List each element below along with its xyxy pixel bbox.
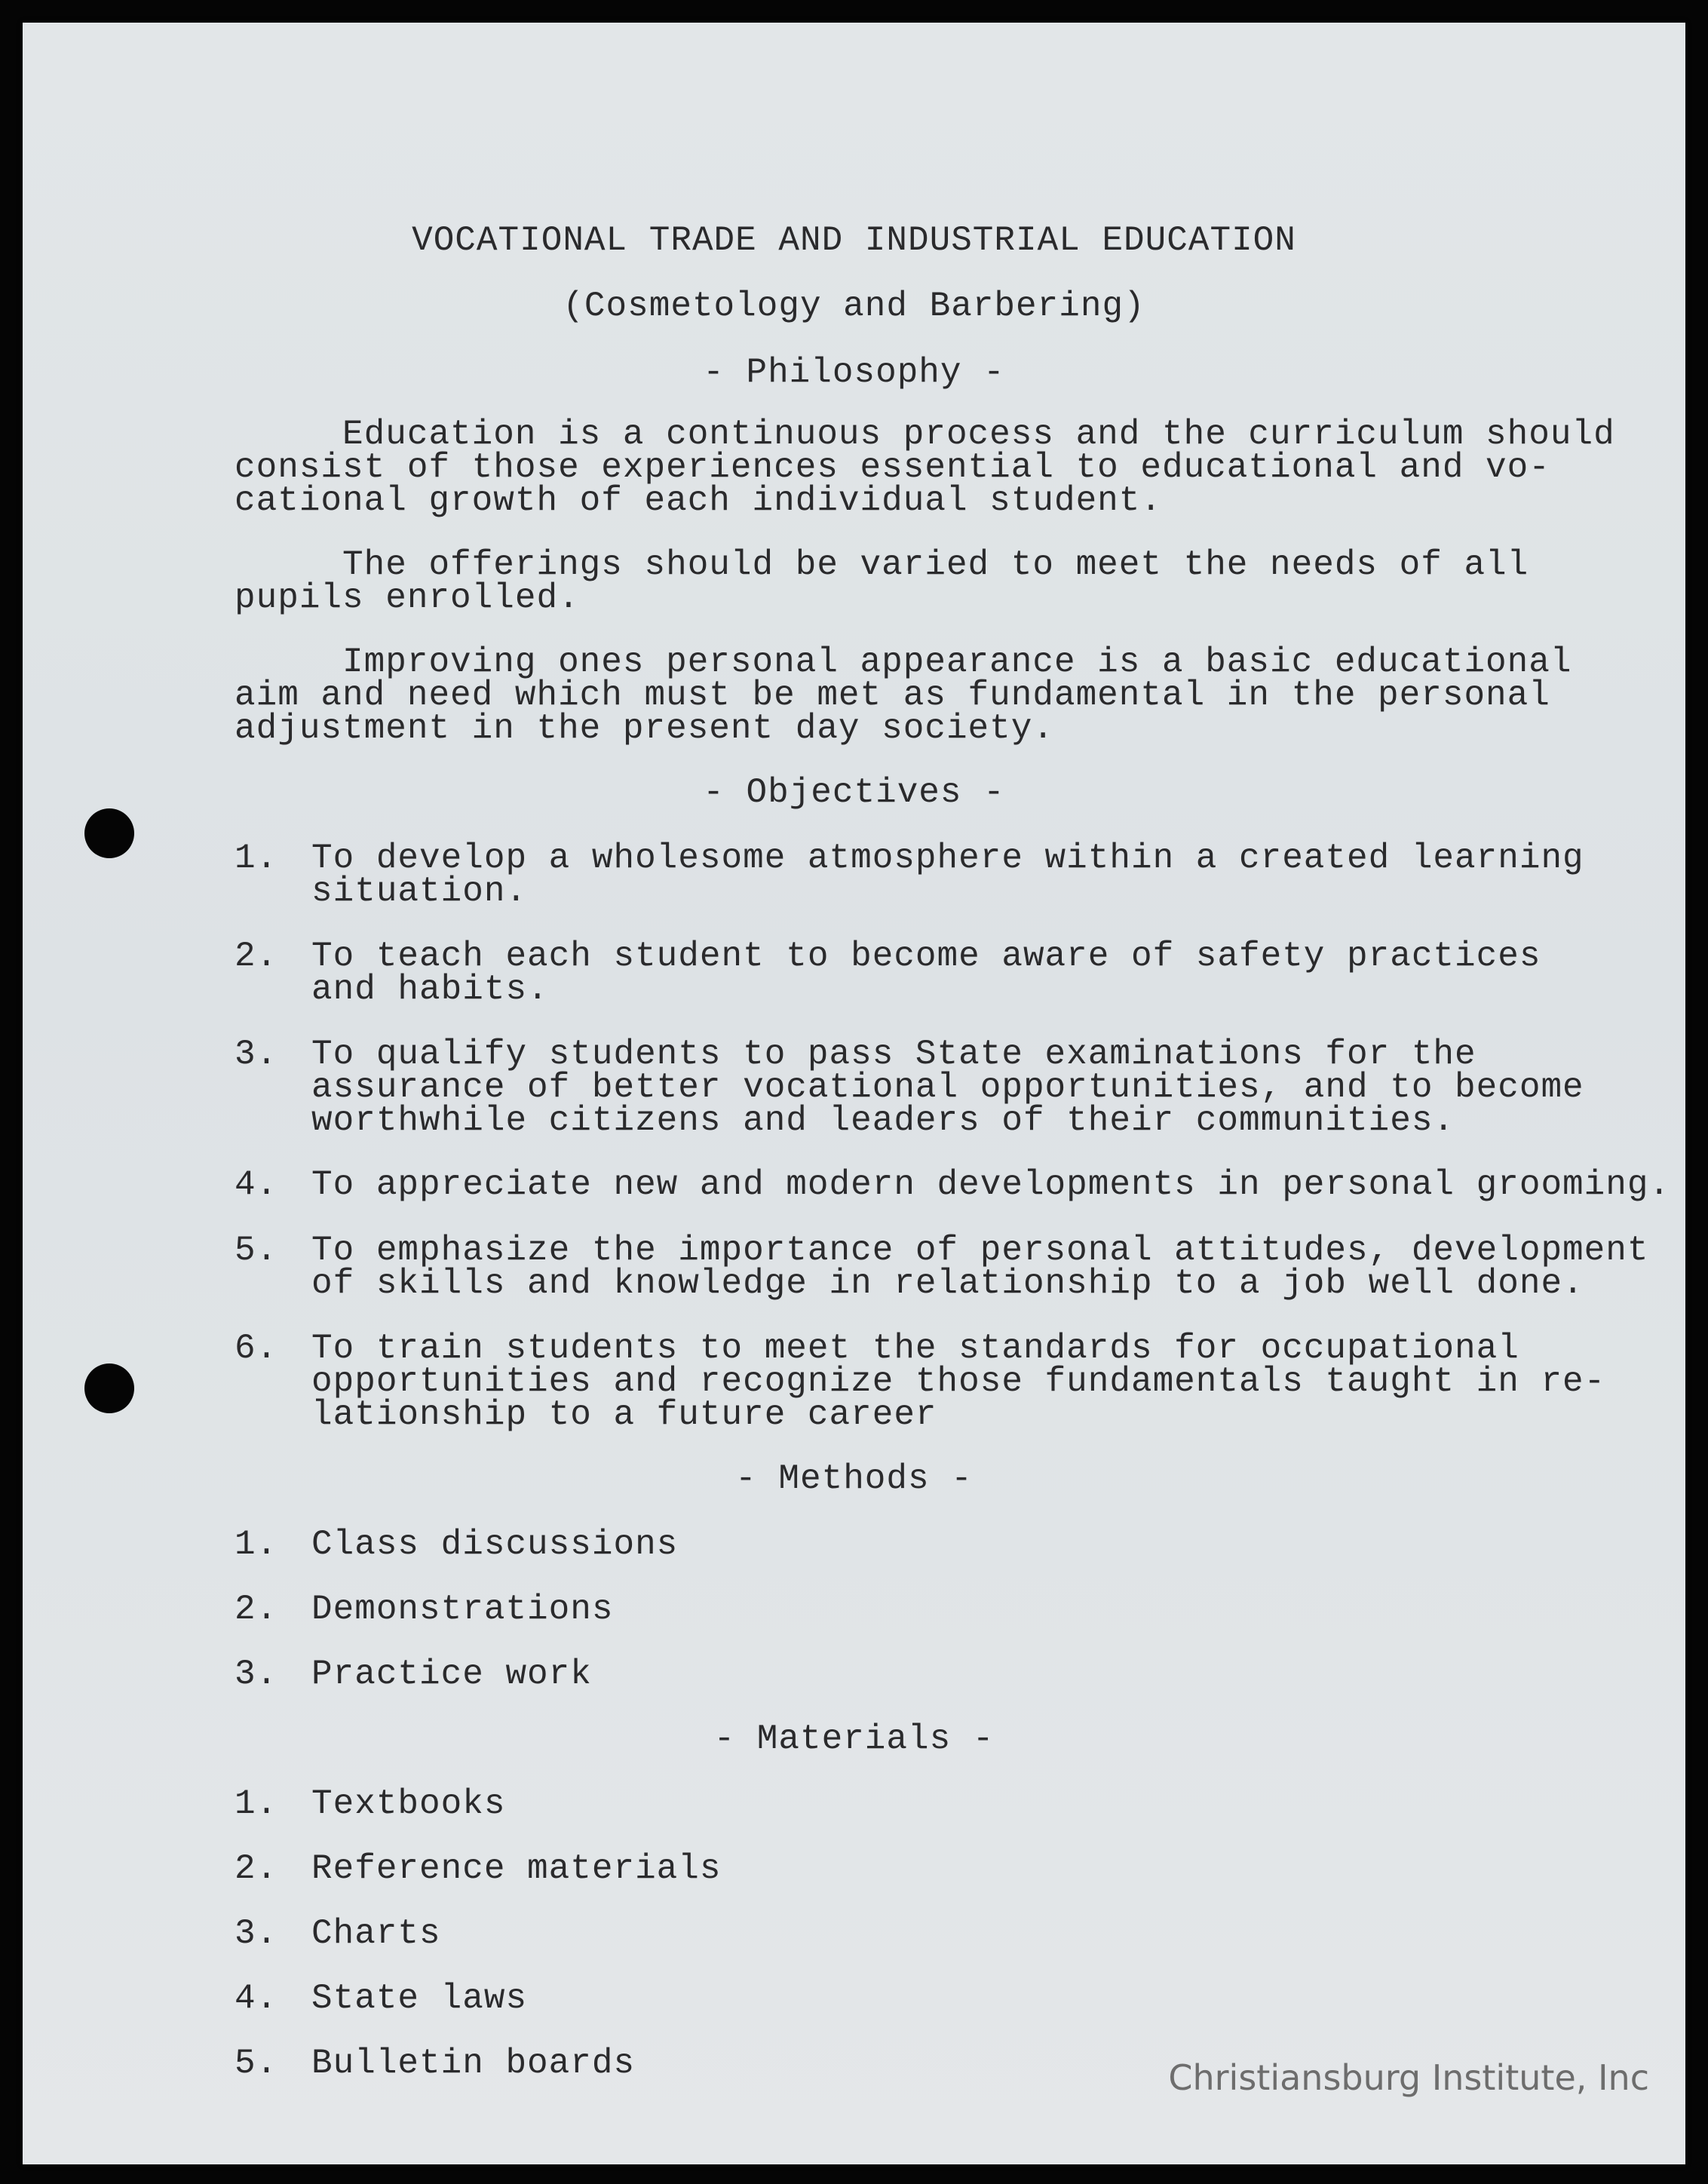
text-line: Textbooks bbox=[311, 1784, 506, 1824]
text-line: To emphasize the importance of personal attitudes, development bbox=[311, 1231, 1649, 1270]
materials-heading: - Materials - bbox=[713, 1719, 995, 1759]
list-number: 2. bbox=[235, 1849, 278, 1888]
list-number: 3. bbox=[235, 1655, 278, 1694]
text-line: Class discussions bbox=[311, 1525, 679, 1564]
text-line: worthwhile citizens and leaders of their communities. bbox=[311, 1101, 1455, 1140]
text-line: lationship to a future career bbox=[311, 1395, 937, 1434]
text-line: of skills and knowledge in relationship to a job well done. bbox=[311, 1264, 1584, 1303]
list-number: 4. bbox=[235, 1979, 278, 2018]
list-number: 6. bbox=[235, 1329, 278, 1368]
document-subtitle: (Cosmetology and Barbering) bbox=[563, 287, 1145, 326]
list-number: 1. bbox=[235, 1784, 278, 1824]
text-line: adjustment in the present day society. bbox=[235, 709, 1054, 748]
list-number: 1. bbox=[235, 1525, 278, 1564]
text-line: assurance of better vocational opportunities, and to become bbox=[311, 1068, 1584, 1107]
text-line: aim and need which must be met as fundamental in the personal bbox=[235, 676, 1550, 715]
text-line: situation. bbox=[311, 872, 528, 911]
text-line: Charts bbox=[311, 1914, 441, 1953]
document-page bbox=[23, 23, 1685, 2164]
list-number: 3. bbox=[235, 1035, 278, 1074]
text-line: State laws bbox=[311, 1979, 528, 2018]
list-number: 3. bbox=[235, 1914, 278, 1953]
text-line: To appreciate new and modern developments in personal grooming. bbox=[311, 1165, 1671, 1204]
text-line: and habits. bbox=[311, 970, 549, 1009]
list-number: 2. bbox=[235, 1590, 278, 1629]
list-number: 5. bbox=[235, 2044, 278, 2083]
philosophy-heading: - Philosophy - bbox=[703, 353, 1005, 392]
list-number: 5. bbox=[235, 1231, 278, 1270]
text-line: Bulletin boards bbox=[311, 2044, 636, 2083]
text-line: Practice work bbox=[311, 1655, 592, 1694]
text-line: The offerings should be varied to meet the needs of all bbox=[235, 545, 1529, 584]
punch-hole-bottom bbox=[84, 1363, 134, 1413]
list-number: 1. bbox=[235, 839, 278, 878]
text-line: Education is a continuous process and the curriculum should bbox=[235, 415, 1615, 454]
document-title: VOCATIONAL TRADE AND INDUSTRIAL EDUCATION bbox=[412, 221, 1296, 260]
text-line: consist of those experiences essential to educational and vo- bbox=[235, 448, 1550, 487]
text-line: cational growth of each individual student. bbox=[235, 481, 1162, 520]
objectives-heading: - Objectives - bbox=[703, 773, 1005, 812]
watermark: Christiansburg Institute, Inc bbox=[1168, 2057, 1649, 2098]
text-line: To qualify students to pass State examinations for the bbox=[311, 1035, 1476, 1074]
text-line: To teach each student to become aware of safety practices bbox=[311, 937, 1541, 976]
text-line: pupils enrolled. bbox=[235, 578, 580, 618]
text-line: opportunities and recognize those fundamentals taught in re- bbox=[311, 1362, 1606, 1401]
methods-heading: - Methods - bbox=[735, 1459, 973, 1498]
list-number: 2. bbox=[235, 937, 278, 976]
text-line: To train students to meet the standards for occupational bbox=[311, 1329, 1519, 1368]
list-number: 4. bbox=[235, 1165, 278, 1204]
text-line: Improving ones personal appearance is a basic educational bbox=[235, 643, 1572, 682]
text-line: To develop a wholesome atmosphere within a created learning bbox=[311, 839, 1584, 878]
text-line: Demonstrations bbox=[311, 1590, 614, 1629]
punch-hole-top bbox=[84, 808, 134, 858]
text-line: Reference materials bbox=[311, 1849, 722, 1888]
